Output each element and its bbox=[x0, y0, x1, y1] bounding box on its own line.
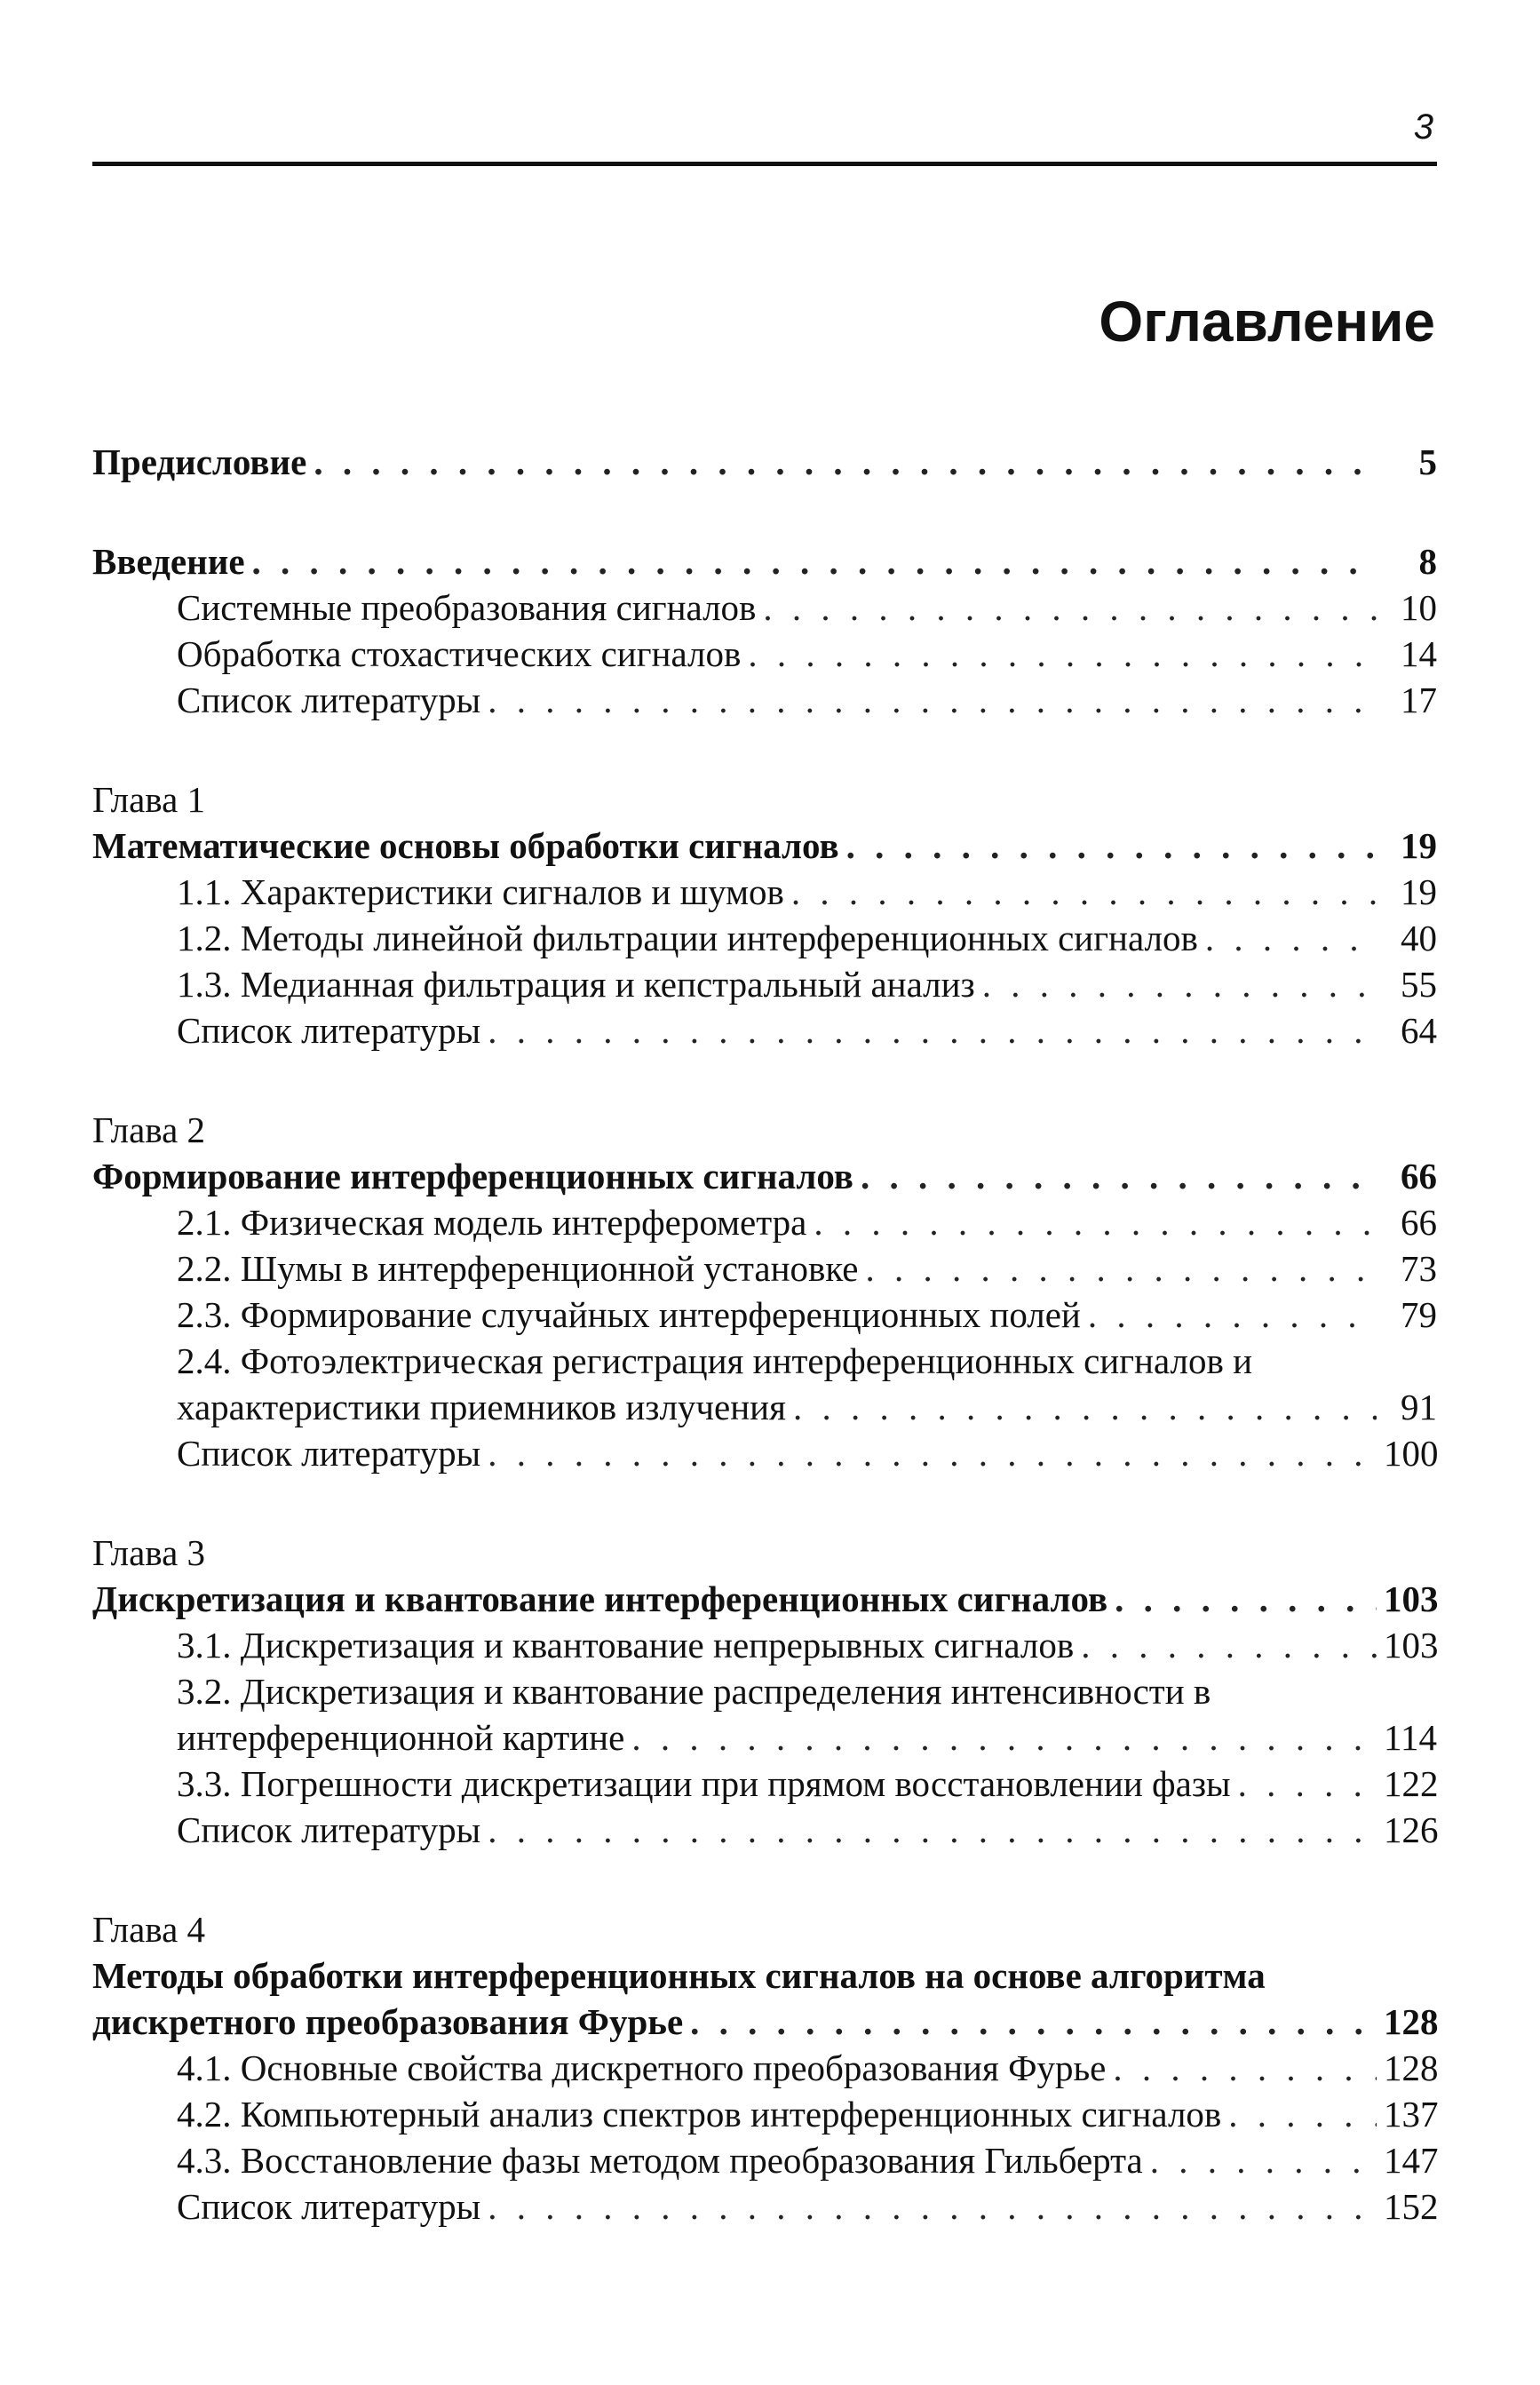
toc-subentry[interactable] bbox=[92, 2091, 1437, 2137]
toc-entry-page: 17 bbox=[1401, 680, 1437, 720]
toc-entry-page: 66 bbox=[1401, 1202, 1437, 1243]
toc-entry-page: 64 bbox=[1401, 1010, 1437, 1051]
toc-subentry[interactable] bbox=[92, 2137, 1437, 2183]
toc-subentry[interactable] bbox=[92, 961, 1437, 1007]
dot-leader bbox=[846, 823, 1377, 869]
toc-entry-page: 147 bbox=[1384, 2140, 1439, 2181]
toc-entry-label: 4.3. Восстановление фазы методом преобразования Гильберта bbox=[177, 2140, 1143, 2181]
toc-subentry[interactable] bbox=[92, 2183, 1437, 2230]
toc-subentry[interactable] bbox=[92, 584, 1437, 631]
toc-entry-label: 3.1. Дискретизация и квантование непрерывных сигналов bbox=[177, 1625, 1075, 1666]
toc-section-chapter-3 bbox=[92, 1530, 1437, 1853]
chapter-label: Глава 4 bbox=[92, 1909, 206, 1950]
dot-leader bbox=[1205, 915, 1377, 961]
toc-entry-label: Предисловие bbox=[92, 441, 307, 482]
dot-leader bbox=[690, 1999, 1377, 2045]
dot-leader bbox=[814, 1199, 1377, 1245]
dot-leader bbox=[488, 677, 1377, 723]
dot-leader bbox=[982, 961, 1377, 1007]
toc-entry-label: Обработка стохастических сигналов bbox=[177, 633, 742, 674]
dot-leader bbox=[252, 538, 1377, 584]
toc-entry-label: 1.1. Характеристики сигналов и шумов bbox=[177, 871, 784, 912]
toc-entry-page: 103 bbox=[1384, 1578, 1439, 1619]
dot-leader bbox=[1088, 1292, 1377, 1338]
toc-entry-page: 73 bbox=[1401, 1248, 1437, 1289]
toc-entry-page: 5 bbox=[1418, 441, 1437, 482]
toc-entry-page: 122 bbox=[1384, 1763, 1439, 1804]
toc-entry-label: Список литературы bbox=[177, 1433, 481, 1474]
toc-entry-page: 126 bbox=[1384, 1809, 1439, 1850]
chapter-label: Глава 3 bbox=[92, 1532, 206, 1573]
toc-subentry[interactable] bbox=[92, 1622, 1437, 1668]
toc-entry-page: 152 bbox=[1384, 2186, 1439, 2227]
toc-section-chapter-1 bbox=[92, 776, 1437, 1053]
chapter-label: Глава 2 bbox=[92, 1109, 206, 1150]
toc-entry-label: 3.3. Погрешности дискретизации при прямом восстановлении фазы bbox=[177, 1763, 1231, 1804]
dot-leader bbox=[763, 584, 1377, 631]
toc-entry-page: 103 bbox=[1384, 1625, 1439, 1666]
dot-leader bbox=[314, 439, 1377, 485]
dot-leader bbox=[1150, 2137, 1377, 2183]
toc-entry-label: 2.1. Физическая модель интерферометра bbox=[177, 1202, 807, 1243]
toc-entry-label: Список литературы bbox=[177, 2186, 481, 2227]
toc-entry-label: Список литературы bbox=[177, 680, 481, 720]
toc-entry-label: Математические основы обработки сигналов bbox=[92, 825, 839, 866]
toc-entry-label: интерференционной картине bbox=[177, 1717, 625, 1758]
dot-leader bbox=[861, 1153, 1377, 1199]
toc-entry-label: Формирование интерференционных сигналов bbox=[92, 1156, 853, 1196]
toc-entry-chapter-title-line1[interactable]: Методы обработки интерференционных сигналов на основе алгоритма bbox=[92, 1955, 1266, 1996]
toc-section-preface bbox=[92, 439, 1437, 485]
toc-subentry[interactable] bbox=[92, 1199, 1437, 1245]
toc-subentry[interactable] bbox=[92, 915, 1437, 961]
toc-entry-label: характеристики приемников излучения bbox=[177, 1387, 786, 1427]
toc-entry-chapter-title[interactable] bbox=[92, 1576, 1437, 1622]
toc-subentry[interactable] bbox=[92, 1761, 1437, 1807]
toc-section-intro bbox=[92, 538, 1437, 723]
toc-subentry-line1[interactable]: 2.4. Фотоэлектрическая регистрация интерференционных сигналов и bbox=[177, 1340, 1253, 1381]
dot-leader bbox=[791, 869, 1377, 915]
dot-leader bbox=[1081, 1622, 1377, 1668]
toc-subentry[interactable] bbox=[92, 1430, 1437, 1476]
toc-subentry[interactable] bbox=[92, 1007, 1437, 1053]
toc-entry-label: Список литературы bbox=[177, 1809, 481, 1850]
toc-entry-page: 19 bbox=[1401, 825, 1437, 866]
toc-entry-label: Системные преобразования сигналов bbox=[177, 587, 757, 628]
toc-entry-page: 55 bbox=[1401, 964, 1437, 1005]
dot-leader bbox=[488, 1007, 1377, 1053]
toc-entry-label: 1.3. Медианная фильтрация и кепстральный анализ bbox=[177, 964, 975, 1005]
toc-entry-preface[interactable] bbox=[92, 439, 1437, 485]
toc-entry-label: 4.2. Компьютерный анализ спектров интерференционных сигналов bbox=[177, 2094, 1222, 2135]
toc-entry-page: 19 bbox=[1401, 871, 1437, 912]
table-of-contents bbox=[92, 439, 1437, 2283]
toc-entry-page: 66 bbox=[1401, 1156, 1437, 1196]
dot-leader bbox=[793, 1384, 1377, 1430]
header-rule bbox=[92, 162, 1437, 166]
toc-section-chapter-2 bbox=[92, 1107, 1437, 1476]
toc-subentry[interactable] bbox=[92, 1714, 1437, 1761]
toc-subentry[interactable] bbox=[92, 1245, 1437, 1292]
toc-entry-chapter-title[interactable] bbox=[92, 823, 1437, 869]
toc-subentry[interactable] bbox=[92, 869, 1437, 915]
toc-entry-page: 100 bbox=[1384, 1433, 1439, 1474]
dot-leader bbox=[1113, 2045, 1377, 2091]
toc-entry-chapter-title[interactable] bbox=[92, 1153, 1437, 1199]
toc-entry-label: Введение bbox=[92, 541, 245, 582]
dot-leader bbox=[488, 2183, 1377, 2230]
toc-entry-label: 2.2. Шумы в интерференционной установке bbox=[177, 1248, 859, 1289]
toc-entry-label: 4.1. Основные свойства дискретного преобразования Фурье bbox=[177, 2047, 1107, 2088]
toc-entry-intro[interactable] bbox=[92, 538, 1437, 584]
toc-subentry[interactable] bbox=[92, 1807, 1437, 1853]
toc-entry-label: Список литературы bbox=[177, 1010, 481, 1051]
toc-subentry[interactable] bbox=[92, 631, 1437, 677]
page-number: 3 bbox=[1413, 107, 1433, 147]
dot-leader bbox=[631, 1714, 1377, 1761]
toc-entry-label: Дискретизация и квантование интерференционных сигналов bbox=[92, 1578, 1108, 1619]
toc-subentry[interactable] bbox=[92, 1292, 1437, 1338]
toc-entry-page: 114 bbox=[1384, 1717, 1437, 1758]
toc-subentry-line1[interactable]: 3.2. Дискретизация и квантование распределения интенсивности в bbox=[177, 1671, 1211, 1712]
toc-entry-page: 40 bbox=[1401, 918, 1437, 958]
dot-leader bbox=[1228, 2091, 1377, 2137]
chapter-label: Глава 1 bbox=[92, 779, 206, 820]
toc-entry-label: 1.2. Методы линейной фильтрации интерференционных сигналов bbox=[177, 918, 1198, 958]
dot-leader bbox=[488, 1807, 1377, 1853]
toc-entry-page: 8 bbox=[1418, 541, 1437, 582]
toc-entry-chapter-title[interactable] bbox=[92, 1999, 1437, 2045]
toc-entry-page: 128 bbox=[1384, 2001, 1439, 2042]
toc-entry-page: 137 bbox=[1384, 2094, 1439, 2135]
toc-entry-page: 14 bbox=[1401, 633, 1437, 674]
toc-entry-page: 79 bbox=[1401, 1294, 1437, 1335]
dot-leader bbox=[488, 1430, 1377, 1476]
page-title: Оглавление bbox=[1099, 290, 1435, 354]
toc-entry-page: 91 bbox=[1401, 1387, 1437, 1427]
dot-leader bbox=[1238, 1761, 1377, 1807]
dot-leader bbox=[866, 1245, 1377, 1292]
toc-entry-page: 10 bbox=[1401, 587, 1437, 628]
toc-entry-label: дискретного преобразования Фурье bbox=[92, 2001, 684, 2042]
toc-subentry[interactable] bbox=[92, 1384, 1437, 1430]
dot-leader bbox=[1115, 1576, 1377, 1622]
toc-section-chapter-4 bbox=[92, 1906, 1437, 2230]
toc-entry-label: 2.3. Формирование случайных интерференционных полей bbox=[177, 1294, 1081, 1335]
toc-entry-page: 128 bbox=[1384, 2047, 1439, 2088]
toc-subentry[interactable] bbox=[92, 677, 1437, 723]
toc-subentry[interactable] bbox=[92, 2045, 1437, 2091]
dot-leader bbox=[748, 631, 1377, 677]
